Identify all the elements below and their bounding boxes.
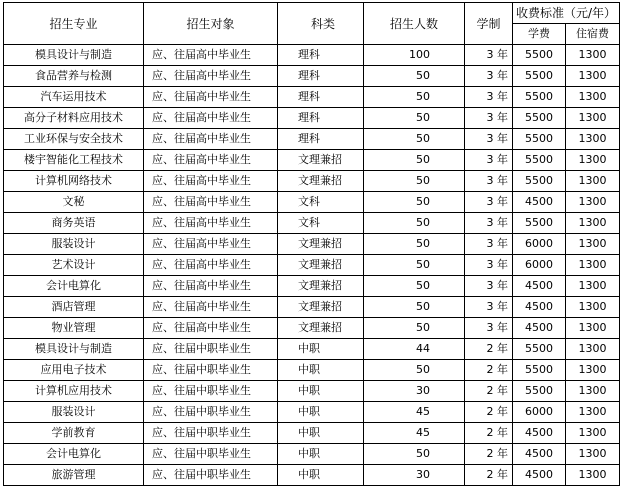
quota-cell: 45 <box>364 423 465 444</box>
target-cell: 应、往届中职毕业生 <box>144 402 278 423</box>
table-row <box>4 213 620 234</box>
major-cell: 服装设计 <box>4 234 144 255</box>
dorm-cell: 1300 <box>566 297 620 318</box>
quota-cell: 30 <box>364 381 465 402</box>
dorm-cell: 1300 <box>566 360 620 381</box>
duration-cell: 3 年 <box>465 129 513 150</box>
category-cell: 中职 <box>278 402 364 423</box>
major-cell: 汽车运用技术 <box>4 87 144 108</box>
category-cell: 理科 <box>278 129 364 150</box>
table-row <box>4 402 620 423</box>
quota-cell: 50 <box>364 297 465 318</box>
quota-cell: 44 <box>364 339 465 360</box>
duration-cell: 2 年 <box>465 381 513 402</box>
tuition-cell: 5500 <box>513 45 566 66</box>
major-cell: 文秘 <box>4 192 144 213</box>
tuition-cell: 4500 <box>513 276 566 297</box>
major-cell: 物业管理 <box>4 318 144 339</box>
table-row <box>4 276 620 297</box>
category-cell: 理科 <box>278 87 364 108</box>
header-category: 科类 <box>278 3 364 45</box>
quota-cell: 50 <box>364 192 465 213</box>
header-quota: 招生人数 <box>364 3 465 45</box>
major-cell: 旅游管理 <box>4 465 144 486</box>
category-cell: 文理兼招 <box>278 150 364 171</box>
major-cell: 楼宇智能化工程技术 <box>4 150 144 171</box>
major-cell: 工业环保与安全技术 <box>4 129 144 150</box>
target-cell: 应、往届中职毕业生 <box>144 381 278 402</box>
duration-cell: 3 年 <box>465 108 513 129</box>
target-cell: 应、往届高中毕业生 <box>144 87 278 108</box>
quota-cell: 50 <box>364 234 465 255</box>
major-cell: 会计电算化 <box>4 444 144 465</box>
table-row <box>4 360 620 381</box>
duration-cell: 2 年 <box>465 402 513 423</box>
target-cell: 应、往届高中毕业生 <box>144 171 278 192</box>
tuition-cell: 4500 <box>513 192 566 213</box>
table-row <box>4 45 620 66</box>
table-row <box>4 423 620 444</box>
quota-cell: 50 <box>364 87 465 108</box>
quota-cell: 50 <box>364 318 465 339</box>
target-cell: 应、往届中职毕业生 <box>144 444 278 465</box>
duration-cell: 3 年 <box>465 87 513 108</box>
duration-cell: 3 年 <box>465 276 513 297</box>
header-tuition: 学费 <box>513 24 566 45</box>
category-cell: 理科 <box>278 66 364 87</box>
table-header-row <box>4 3 620 24</box>
quota-cell: 50 <box>364 171 465 192</box>
table-row <box>4 255 620 276</box>
tuition-cell: 4500 <box>513 465 566 486</box>
dorm-cell: 1300 <box>566 108 620 129</box>
target-cell: 应、往届高中毕业生 <box>144 297 278 318</box>
category-cell: 文理兼招 <box>278 255 364 276</box>
tuition-cell: 6000 <box>513 255 566 276</box>
tuition-cell: 5500 <box>513 150 566 171</box>
dorm-cell: 1300 <box>566 423 620 444</box>
table-row <box>4 339 620 360</box>
major-cell: 计算机网络技术 <box>4 171 144 192</box>
target-cell: 应、往届中职毕业生 <box>144 360 278 381</box>
table-row <box>4 318 620 339</box>
category-cell: 中职 <box>278 444 364 465</box>
quota-cell: 50 <box>364 213 465 234</box>
duration-cell: 3 年 <box>465 297 513 318</box>
header-target: 招生对象 <box>144 3 278 45</box>
dorm-cell: 1300 <box>566 255 620 276</box>
tuition-cell: 6000 <box>513 402 566 423</box>
table-row <box>4 297 620 318</box>
header-major: 招生专业 <box>4 3 144 45</box>
category-cell: 中职 <box>278 423 364 444</box>
duration-cell: 2 年 <box>465 423 513 444</box>
duration-cell: 3 年 <box>465 318 513 339</box>
category-cell: 文理兼招 <box>278 318 364 339</box>
duration-cell: 2 年 <box>465 444 513 465</box>
duration-cell: 3 年 <box>465 171 513 192</box>
duration-cell: 3 年 <box>465 45 513 66</box>
category-cell: 文理兼招 <box>278 276 364 297</box>
major-cell: 服装设计 <box>4 402 144 423</box>
dorm-cell: 1300 <box>566 339 620 360</box>
target-cell: 应、往届高中毕业生 <box>144 276 278 297</box>
header-dorm: 住宿费 <box>566 24 620 45</box>
major-cell: 食品营养与检测 <box>4 66 144 87</box>
duration-cell: 3 年 <box>465 192 513 213</box>
quota-cell: 50 <box>364 150 465 171</box>
target-cell: 应、往届高中毕业生 <box>144 192 278 213</box>
tuition-cell: 5500 <box>513 381 566 402</box>
category-cell: 中职 <box>278 465 364 486</box>
target-cell: 应、往届高中毕业生 <box>144 45 278 66</box>
tuition-cell: 5500 <box>513 213 566 234</box>
tuition-cell: 4500 <box>513 318 566 339</box>
major-cell: 模具设计与制造 <box>4 339 144 360</box>
duration-cell: 2 年 <box>465 339 513 360</box>
dorm-cell: 1300 <box>566 45 620 66</box>
tuition-cell: 5500 <box>513 108 566 129</box>
major-cell: 酒店管理 <box>4 297 144 318</box>
quota-cell: 30 <box>364 465 465 486</box>
table-row <box>4 171 620 192</box>
tuition-cell: 5500 <box>513 339 566 360</box>
tuition-cell: 4500 <box>513 444 566 465</box>
major-cell: 艺术设计 <box>4 255 144 276</box>
major-cell: 会计电算化 <box>4 276 144 297</box>
target-cell: 应、往届中职毕业生 <box>144 339 278 360</box>
category-cell: 文理兼招 <box>278 171 364 192</box>
major-cell: 高分子材料应用技术 <box>4 108 144 129</box>
major-cell: 商务英语 <box>4 213 144 234</box>
major-cell: 模具设计与制造 <box>4 45 144 66</box>
major-cell: 计算机应用技术 <box>4 381 144 402</box>
tuition-cell: 5500 <box>513 360 566 381</box>
major-cell: 学前教育 <box>4 423 144 444</box>
target-cell: 应、往届高中毕业生 <box>144 255 278 276</box>
dorm-cell: 1300 <box>566 276 620 297</box>
table-row <box>4 381 620 402</box>
dorm-cell: 1300 <box>566 402 620 423</box>
dorm-cell: 1300 <box>566 213 620 234</box>
target-cell: 应、往届高中毕业生 <box>144 150 278 171</box>
dorm-cell: 1300 <box>566 381 620 402</box>
target-cell: 应、往届高中毕业生 <box>144 129 278 150</box>
major-cell: 应用电子技术 <box>4 360 144 381</box>
dorm-cell: 1300 <box>566 87 620 108</box>
quota-cell: 50 <box>364 276 465 297</box>
target-cell: 应、往届高中毕业生 <box>144 213 278 234</box>
tuition-cell: 5500 <box>513 171 566 192</box>
tuition-cell: 5500 <box>513 87 566 108</box>
table-row <box>4 87 620 108</box>
duration-cell: 3 年 <box>465 150 513 171</box>
dorm-cell: 1300 <box>566 444 620 465</box>
table-row <box>4 192 620 213</box>
tuition-cell: 5500 <box>513 66 566 87</box>
category-cell: 理科 <box>278 45 364 66</box>
dorm-cell: 1300 <box>566 234 620 255</box>
dorm-cell: 1300 <box>566 171 620 192</box>
category-cell: 文科 <box>278 213 364 234</box>
quota-cell: 50 <box>364 108 465 129</box>
table-row <box>4 444 620 465</box>
table-row <box>4 129 620 150</box>
quota-cell: 50 <box>364 360 465 381</box>
category-cell: 理科 <box>278 108 364 129</box>
category-cell: 文理兼招 <box>278 297 364 318</box>
enrollment-table <box>3 2 620 486</box>
category-cell: 中职 <box>278 360 364 381</box>
quota-cell: 50 <box>364 444 465 465</box>
table-row <box>4 234 620 255</box>
dorm-cell: 1300 <box>566 465 620 486</box>
table-row <box>4 66 620 87</box>
header-duration: 学制 <box>465 3 513 45</box>
table-row <box>4 465 620 486</box>
duration-cell: 3 年 <box>465 255 513 276</box>
target-cell: 应、往届高中毕业生 <box>144 108 278 129</box>
dorm-cell: 1300 <box>566 129 620 150</box>
duration-cell: 3 年 <box>465 234 513 255</box>
dorm-cell: 1300 <box>566 318 620 339</box>
quota-cell: 100 <box>364 45 465 66</box>
target-cell: 应、往届高中毕业生 <box>144 318 278 339</box>
dorm-cell: 1300 <box>566 192 620 213</box>
tuition-cell: 6000 <box>513 234 566 255</box>
duration-cell: 2 年 <box>465 465 513 486</box>
quota-cell: 50 <box>364 255 465 276</box>
duration-cell: 3 年 <box>465 66 513 87</box>
tuition-cell: 4500 <box>513 297 566 318</box>
dorm-cell: 1300 <box>566 150 620 171</box>
duration-cell: 3 年 <box>465 213 513 234</box>
table-row <box>4 108 620 129</box>
category-cell: 文科 <box>278 192 364 213</box>
tuition-cell: 5500 <box>513 129 566 150</box>
duration-cell: 2 年 <box>465 360 513 381</box>
table-row <box>4 150 620 171</box>
quota-cell: 45 <box>364 402 465 423</box>
target-cell: 应、往届高中毕业生 <box>144 66 278 87</box>
quota-cell: 50 <box>364 129 465 150</box>
category-cell: 中职 <box>278 339 364 360</box>
quota-cell: 50 <box>364 66 465 87</box>
target-cell: 应、往届中职毕业生 <box>144 423 278 444</box>
header-fee-standard: 收费标准（元/年） <box>513 3 620 24</box>
category-cell: 文理兼招 <box>278 234 364 255</box>
target-cell: 应、往届高中毕业生 <box>144 234 278 255</box>
table-body <box>4 45 620 486</box>
category-cell: 中职 <box>278 381 364 402</box>
target-cell: 应、往届中职毕业生 <box>144 465 278 486</box>
tuition-cell: 4500 <box>513 423 566 444</box>
dorm-cell: 1300 <box>566 66 620 87</box>
